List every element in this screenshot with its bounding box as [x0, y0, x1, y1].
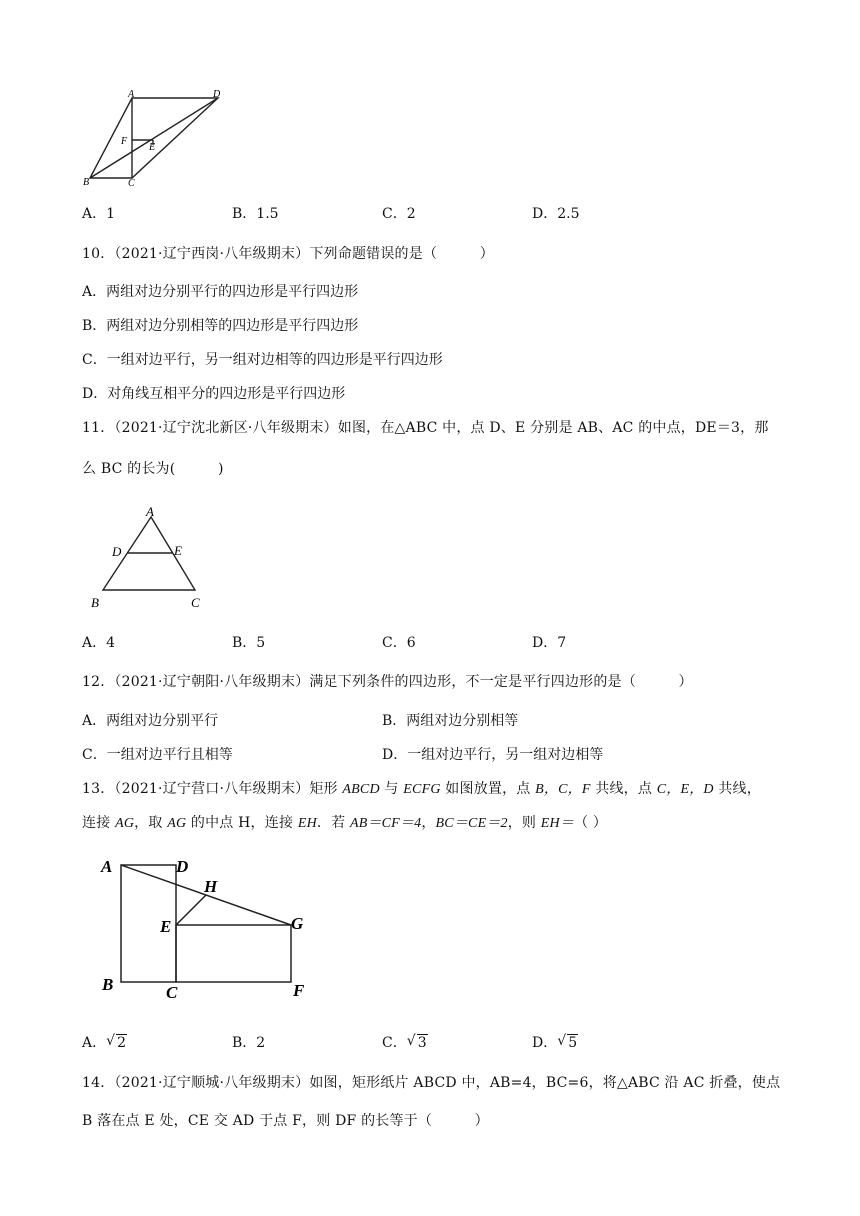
q11-stem-line1: 11．（2021·辽宁沈北新区·八年级期末）如图，在△ABC 中，点 D、E 分别是 AB、AC 的中点，DE＝3，那 — [82, 420, 769, 436]
q9-label-f: F — [121, 136, 128, 147]
q11-stem-line2: 么 BC 的长为( ) — [82, 461, 224, 477]
q13-label-a: A — [101, 857, 113, 876]
q13-option-d: D． √ 5 — [532, 1033, 578, 1051]
q10-option-d: D．对角线互相平分的四边形是平行四边形 — [82, 386, 346, 402]
q13-label-b: B — [102, 975, 114, 994]
q14-stem-line1: 14．（2021·辽宁顺城·八年级期末）如图，矩形纸片 ABCD 中，AB=4，BC=6，将△ABC 沿 AC 折叠，使点 — [82, 1075, 781, 1091]
q10-option-a: A．两组对边分别平行的四边形是平行四边形 — [82, 284, 359, 300]
q10-option-c: C．一组对边平行，另一组对边相等的四边形是平行四边形 — [82, 352, 443, 368]
q13-label-h: H — [204, 877, 218, 896]
q12-stem: 12．（2021·辽宁朝阳·八年级期末）满足下列条件的四边形，不一定是平行四边形的是（ ） — [82, 674, 693, 690]
q12-option-d: D．一组对边平行，另一组对边相等 — [382, 747, 604, 763]
q10-stem: 10．（2021·辽宁西岗·八年级期末）下列命题错误的是（ ） — [82, 246, 494, 262]
q11-option-c: C．6 — [382, 635, 416, 651]
q9-option-a: A．1 — [82, 206, 116, 222]
q13-label-g: G — [291, 914, 304, 933]
q11-label-b: B — [91, 595, 99, 610]
q9-option-d: D．2.5 — [532, 206, 580, 222]
q14-stem-line2: B 落在点 E 处，CE 交 AD 于点 F，则 DF 的长等于（ ） — [82, 1113, 489, 1129]
q11-label-a: A — [146, 504, 154, 519]
q9-option-b: B．1.5 — [232, 206, 279, 222]
q12-option-c: C．一组对边平行且相等 — [82, 747, 233, 763]
q9-label-d: D — [213, 89, 221, 100]
q11-figure — [86, 504, 216, 610]
q13-label-c: C — [166, 983, 178, 1002]
q9-label-c: C — [128, 178, 135, 188]
q9-label-e: E — [149, 142, 156, 153]
q10-option-b: B．两组对边分别相等的四边形是平行四边形 — [82, 318, 359, 334]
q11-label-d: D — [112, 544, 122, 559]
q13-option-a: A． √ 2 — [82, 1033, 127, 1051]
q11-option-a: A．4 — [82, 635, 116, 651]
q13-label-d: D — [176, 857, 189, 876]
q13-stem-line1: 13．（2021·辽宁营口·八年级期末）矩形 ABCD 与 ECFG 如图放置，点 B，C，F 共线，点 C，E，D 共线， — [82, 781, 761, 797]
q9-label-a: A — [128, 89, 135, 100]
q11-option-b: B．5 — [232, 635, 266, 651]
q12-option-a: A．两组对边分别平行 — [82, 713, 219, 729]
q13-stem-line2: 连接 AG，取 AG 的中点 H，连接 EH．若 AB＝CF＝4，BC＝CE＝2，则 EH＝（ ） — [82, 815, 608, 831]
q13-figure — [96, 850, 326, 1005]
q9-label-b: B — [83, 177, 90, 188]
q11-label-e: E — [174, 543, 182, 558]
q11-option-d: D．7 — [532, 635, 567, 651]
q9-option-c: C．2 — [382, 206, 416, 222]
q13-label-f: F — [293, 981, 305, 1000]
q13-label-e: E — [160, 917, 172, 936]
q11-label-c: C — [191, 595, 200, 610]
q12-option-b: B．两组对边分别相等 — [382, 713, 519, 729]
q13-option-b: B．2 — [232, 1035, 266, 1051]
q13-option-c: C． √ 3 — [382, 1033, 427, 1051]
q9-figure — [80, 88, 240, 188]
